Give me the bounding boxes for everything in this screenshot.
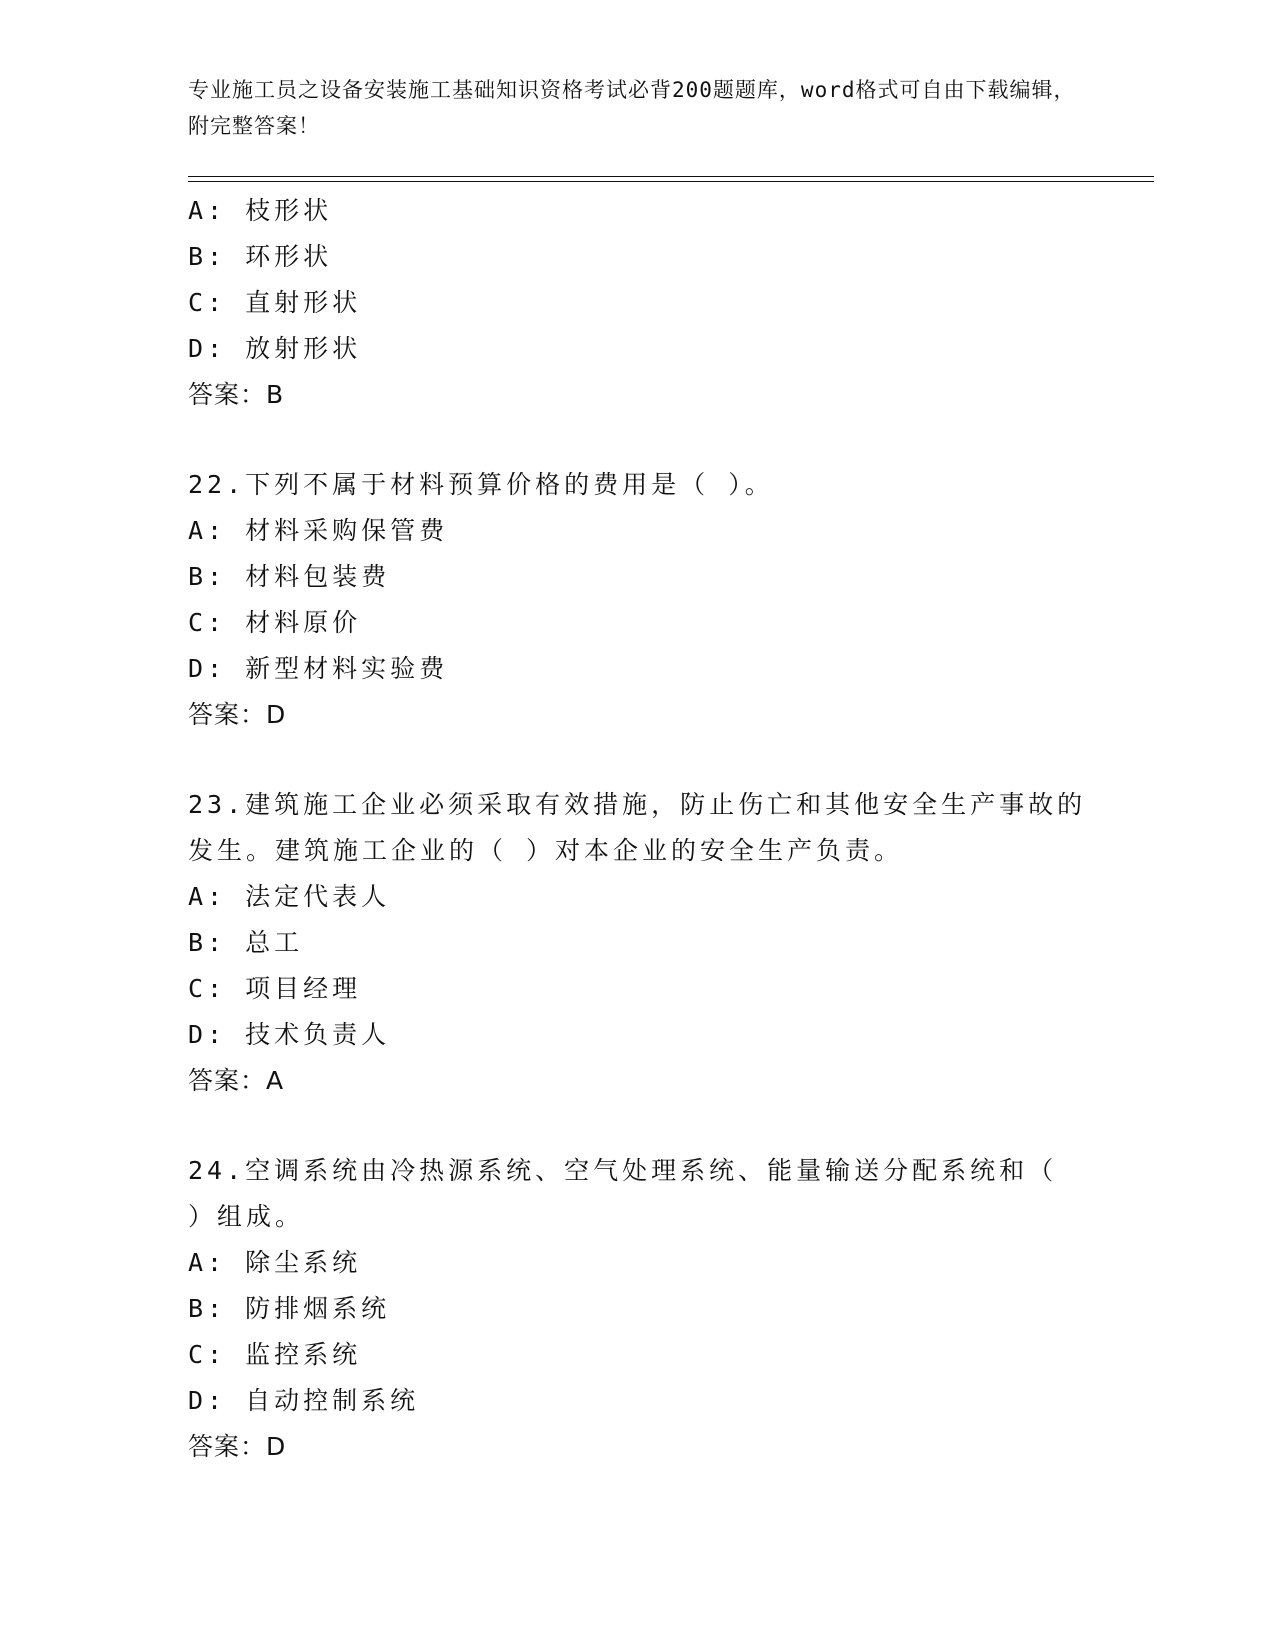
question-list [188, 188, 1088, 1470]
document-header: 专业施工员之设备安装施工基础知识资格考试必背200题题库，word格式可自由下载编辑，附完整答案！ [188, 78, 1076, 138]
answer-line: 答案：D [188, 700, 287, 729]
question-block-22 [188, 462, 1088, 738]
option-b: B: 防排烟系统 [188, 1294, 391, 1323]
answer-line: 答案：A [188, 1066, 285, 1095]
option-a: A: 材料采购保管费 [188, 516, 449, 545]
option-d: D: 自动控制系统 [188, 1386, 420, 1415]
question-text: 23.建筑施工企业必须采取有效措施，防止伤亡和其他安全生产事故的发生。建筑施工企业的（ ）对本企业的安全生产负责。 [188, 790, 1087, 865]
option-b: B: 总工 [188, 928, 304, 957]
question-text: 22.下列不属于材料预算价格的费用是（ ）。 [188, 470, 774, 499]
header-rule-bottom [188, 181, 1154, 182]
option-b: B: 材料包装费 [188, 562, 391, 591]
option-c: C: 直射形状 [188, 288, 362, 317]
option-c: C: 项目经理 [188, 974, 362, 1003]
header-rule-top [188, 176, 1154, 177]
option-a: A: 除尘系统 [188, 1248, 362, 1277]
option-a: A: 枝形状 [188, 196, 333, 225]
answer-line: 答案：B [188, 380, 285, 409]
option-d: D: 放射形状 [188, 334, 362, 363]
option-d: D: 新型材料实验费 [188, 654, 449, 683]
option-c: C: 材料原价 [188, 608, 362, 637]
question-block-24 [188, 1148, 1088, 1470]
answer-line: 答案：D [188, 1432, 287, 1461]
option-b: B: 环形状 [188, 242, 333, 271]
question-block-23 [188, 782, 1088, 1104]
question-block-21 [188, 188, 1088, 418]
option-c: C: 监控系统 [188, 1340, 362, 1369]
option-a: A: 法定代表人 [188, 882, 391, 911]
option-d: D: 技术负责人 [188, 1020, 391, 1049]
question-text: 24.空调系统由冷热源系统、空气处理系统、能量输送分配系统和（ ）组成。 [188, 1156, 1058, 1231]
